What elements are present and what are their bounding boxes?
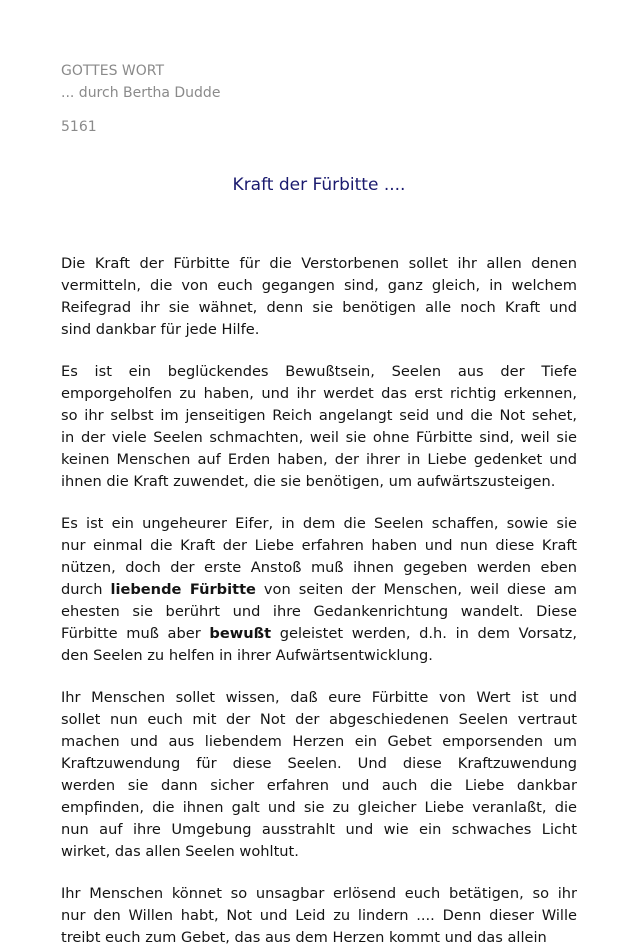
text-run: nur den Willen habt, Not und Leid zu lindern .... Denn dieser Wille xyxy=(61,907,577,924)
text-run: Es ist ein beglückendes Bewußtsein, Seelen aus der Tiefe xyxy=(61,363,577,380)
text-run: Fürbitte muß aber xyxy=(61,625,210,642)
document-body xyxy=(61,253,577,949)
text-line xyxy=(61,471,577,493)
text-line xyxy=(61,557,577,579)
text-run: emporgeholfen zu haben, und ihr werdet das erst richtig erkennen, xyxy=(61,385,577,402)
paragraph xyxy=(61,513,577,667)
paragraph xyxy=(61,361,577,493)
text-run: Die Kraft der Fürbitte für die Verstorbenen sollet ihr allen denen xyxy=(61,255,577,272)
author-line: ... durch Bertha Dudde xyxy=(61,85,221,101)
text-line xyxy=(61,535,577,557)
text-line xyxy=(61,905,577,927)
text-line xyxy=(61,253,577,275)
text-run: nützen, doch der erste Anstoß muß ihnen gegeben werden eben xyxy=(61,559,577,576)
text-run: sollet nun euch mit der Not der abgeschiedenen Seelen vertraut xyxy=(61,711,577,728)
text-run: nun auf ihre Umgebung ausstrahlt und wie ein schwaches Licht xyxy=(61,821,577,838)
text-run: Es ist ein ungeheurer Eifer, in dem die Seelen schaffen, sowie sie xyxy=(61,515,577,532)
text-run: in der viele Seelen schmachten, weil sie ohne Fürbitte sind, weil sie xyxy=(61,429,577,446)
paragraph xyxy=(61,253,577,341)
text-line xyxy=(61,427,577,449)
source-label: GOTTES WORT xyxy=(61,63,165,79)
text-run: Ihr Menschen sollet wissen, daß eure Fürbitte von Wert ist und xyxy=(61,689,577,706)
text-run: werden sie dann sicher erfahren und auch die Liebe dankbar xyxy=(61,777,577,794)
text-run: empfinden, die ihnen galt und sie zu gleicher Liebe veranlaßt, die xyxy=(61,799,577,816)
text-run: wirket, das allen Seelen wohltut. xyxy=(61,843,299,860)
text-line xyxy=(61,275,577,297)
text-line xyxy=(61,579,577,601)
message-number: 5161 xyxy=(61,119,97,135)
text-run: ehesten sie berührt und ihre Gedankenrichtung wandelt. Diese xyxy=(61,603,577,620)
emphasized-text: bewußt xyxy=(209,625,272,642)
text-line xyxy=(61,601,577,623)
paragraph xyxy=(61,883,577,949)
text-line xyxy=(61,819,577,841)
text-run: den Seelen zu helfen in ihrer Aufwärtsentwicklung. xyxy=(61,647,433,664)
text-run: treibt euch zum Gebet, das aus dem Herzen kommt und das allein xyxy=(61,929,547,946)
text-line xyxy=(61,797,577,819)
text-line xyxy=(61,775,577,797)
text-line xyxy=(61,645,577,667)
text-line xyxy=(61,361,577,383)
text-line xyxy=(61,709,577,731)
text-run: ihnen die Kraft zuwendet, die sie benötigen, um aufwärtszusteigen. xyxy=(61,473,556,490)
text-line xyxy=(61,753,577,775)
text-line xyxy=(61,883,577,905)
text-line xyxy=(61,927,577,949)
text-line xyxy=(61,405,577,427)
text-run: so ihr selbst im jenseitigen Reich angelangt seid und die Not sehet, xyxy=(61,407,577,424)
text-run: machen und aus liebendem Herzen ein Gebet emporsenden um xyxy=(61,733,577,750)
text-run: sind dankbar für jede Hilfe. xyxy=(61,321,260,338)
text-run: durch xyxy=(61,581,111,598)
text-run: Ihr Menschen könnet so unsagbar erlösend euch betätigen, so ihr xyxy=(61,885,577,902)
text-run: Kraftzuwendung für diese Seelen. Und diese Kraftzuwendung xyxy=(61,755,577,772)
text-run: nur einmal die Kraft der Liebe erfahren haben und nun diese Kraft xyxy=(61,537,577,554)
text-line xyxy=(61,449,577,471)
emphasized-text: liebende Fürbitte xyxy=(110,581,256,598)
page-title: Kraft der Fürbitte .... xyxy=(232,175,406,195)
text-run: vermitteln, die von euch gegangen sind, ganz gleich, in welchem xyxy=(61,277,577,294)
text-line xyxy=(61,319,577,341)
text-run: von seiten der Menschen, weil diese am xyxy=(255,581,577,598)
text-line xyxy=(61,623,577,645)
text-run: Reifegrad ihr sie wähnet, denn sie benötigen alle noch Kraft und xyxy=(61,299,577,316)
text-line xyxy=(61,841,577,863)
text-run: keinen Menschen auf Erden haben, der ihrer in Liebe gedenket und xyxy=(61,451,577,468)
text-line xyxy=(61,513,577,535)
text-run: geleistet werden, d.h. in dem Vorsatz, xyxy=(271,625,577,642)
text-line xyxy=(61,687,577,709)
text-line xyxy=(61,731,577,753)
text-line xyxy=(61,297,577,319)
paragraph xyxy=(61,687,577,863)
text-line xyxy=(61,383,577,405)
